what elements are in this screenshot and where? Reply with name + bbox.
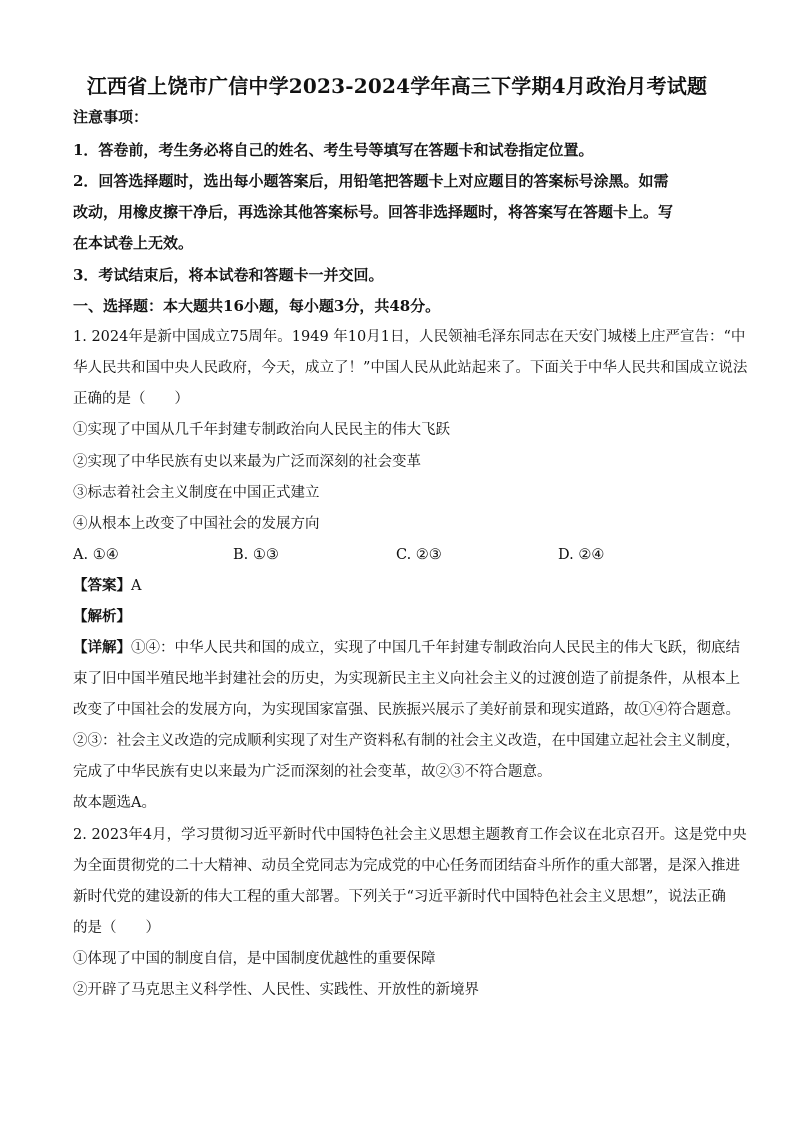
q1-option-b: B. ①③ <box>233 547 279 563</box>
notice-item: 改动，用橡皮擦干净后，再选涂其他答案标号。回答非选择题时，将答案写在答题卡上。写 <box>73 203 674 221</box>
q2-stem-line: 新时代党的建设新的伟大工程的重大部署。下列关于“习近平新时代中国特色社会主义思想”，说法正确 <box>73 889 726 905</box>
q1-option-c: C. ②③ <box>396 547 442 563</box>
q1-option-d: D. ②④ <box>558 547 605 563</box>
detail-text: ①④：中华人民共和国的成立，实现了中国几千年封建专制政治向人民民主的伟大飞跃，彻底结 <box>131 640 740 656</box>
q1-detail-line: 改变了中国社会的发展方向，为实现国家富强、民族振兴展示了美好前景和现实道路，故①④符合题意。 <box>73 702 740 718</box>
section-heading: 一、选择题：本大题共16小题，每小题3分，共48分。 <box>73 297 441 315</box>
q1-statement: ①实现了中国从几千年封建专制政治向人民民主的伟大飞跃 <box>73 422 450 438</box>
q1-detail-line: 束了旧中国半殖民地半封建社会的历史，为实现新民主主义向社会主义的过渡创造了前提条件，从根本上 <box>73 671 740 687</box>
q1-answer <box>73 576 725 596</box>
q1-statement: ④从根本上改变了中国社会的发展方向 <box>73 516 320 532</box>
q1-detail-line: ②③：社会主义改造的完成顺利实现了对生产资料私有制的社会主义改造，在中国建立起社会主义制度， <box>73 733 740 749</box>
q1-stem-line: 1. 2024年是新中国成立75周年。1949 年10月1日，人民领袖毛泽东同志在天安门城楼上庄严宣告：“中 <box>73 329 746 345</box>
detail-tag: 【详解】 <box>73 639 131 656</box>
q2-stem-line: 的是（ ） <box>73 920 160 936</box>
q1-detail-line: 完成了中华民族有史以来最为广泛而深刻的社会变革，故②③不符合题意。 <box>73 764 552 780</box>
answer-tag: 【答案】 <box>73 577 131 594</box>
q2-stem-line: 2. 2023年4月，学习贯彻习近平新时代中国特色社会主义思想主题教育工作会议在北京召开。这是党中央 <box>73 827 747 843</box>
q1-statement: ②实现了中华民族有史以来最为广泛而深刻的社会变革 <box>73 454 421 470</box>
q1-stem-line: 华人民共和国中央人民政府，今天，成立了！”中国人民从此站起来了。下面关于中华人民共和国成立说法 <box>73 360 748 376</box>
q2-statement: ②开辟了马克思主义科学性、人民性、实践性、开放性的新境界 <box>73 982 479 998</box>
q1-analysis-tag <box>73 607 725 627</box>
q1-conclusion: 故本题选A。 <box>73 795 156 811</box>
notice-item: 在本试卷上无效。 <box>73 234 194 252</box>
q2-statement: ①体现了中国的制度自信，是中国制度优越性的重要保障 <box>73 951 436 967</box>
notice-item: 2．回答选择题时，选出每小题答案后，用铅笔把答题卡上对应题目的答案标号涂黑。如需 <box>73 172 669 190</box>
q2-stem-line: 为全面贯彻党的二十大精神、动员全党同志为完成党的中心任务而团结奋斗所作的重大部署，是深入推进 <box>73 858 740 874</box>
exam-title: 江西省上饶市广信中学2023-2024学年高三下学期4月政治月考试题 <box>86 74 708 98</box>
q1-option-a: A. ①④ <box>73 547 119 563</box>
analysis-tag: 【解析】 <box>73 608 131 625</box>
answer-value: A <box>131 578 142 594</box>
notice-item: 1．答卷前，考生务必将自己的姓名、考生号等填写在答题卡和试卷指定位置。 <box>73 141 594 159</box>
q1-detail-line <box>73 638 740 658</box>
q1-stem-line: 正确的是（ ） <box>73 391 189 407</box>
notice-item: 3．考试结束后，将本试卷和答题卡一并交回。 <box>73 266 384 284</box>
q1-statement: ③标志着社会主义制度在中国正式建立 <box>73 485 320 501</box>
notice-heading: 注意事项： <box>73 108 149 126</box>
